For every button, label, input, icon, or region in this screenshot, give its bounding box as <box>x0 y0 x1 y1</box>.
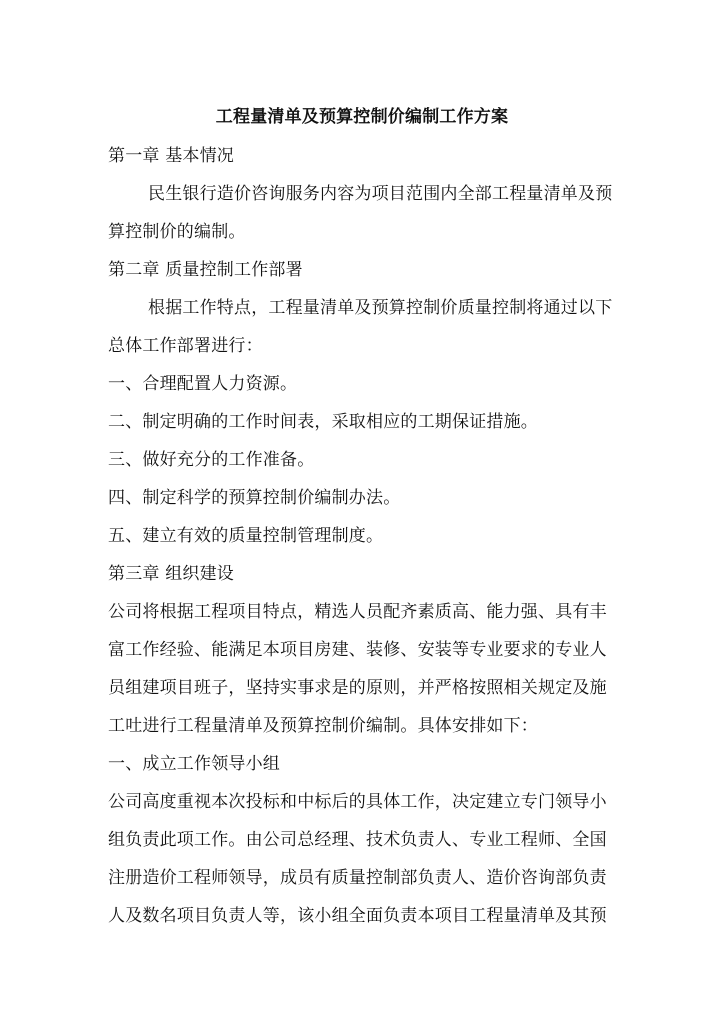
section-heading: 一、成立工作领导小组 <box>108 754 280 774</box>
list-item: 五、建立有效的质量控制管理制度。 <box>108 526 384 546</box>
paragraph-line: 总体工作部署进行： <box>108 336 263 356</box>
paragraph-line: 民生银行造价咨询服务内容为项目范围内全部工程量清单及预 <box>148 184 613 204</box>
document-title: 工程量清单及预算控制价编制工作方案 <box>215 107 509 127</box>
paragraph-line: 公司高度重视本次投标和中标后的具体工作，决定建立专门领导小 <box>108 792 607 812</box>
paragraph-line: 注册造价工程师领导，成员有质量控制部负责人、造价咨询部负责 <box>108 868 607 888</box>
list-item: 三、做好充分的工作准备。 <box>108 450 315 470</box>
paragraph-line: 人及数名项目负责人等，该小组全面负责本项目工程量清单及其预 <box>108 906 607 926</box>
list-item: 二、制定明确的工作时间表，采取相应的工期保证措施。 <box>108 412 538 432</box>
chapter-3-heading: 第三章 组织建设 <box>108 564 235 584</box>
list-item: 四、制定科学的预算控制价编制办法。 <box>108 488 401 508</box>
paragraph-line: 算控制价的编制。 <box>108 222 246 242</box>
paragraph-line: 工吐进行工程量清单及预算控制价编制。具体安排如下： <box>108 716 538 736</box>
paragraph-line: 员组建项目班子，坚持实事求是的原则，并严格按照相关规定及施 <box>108 678 607 698</box>
paragraph-line: 根据工作特点，工程量清单及预算控制价质量控制将通过以下 <box>148 298 613 318</box>
paragraph-line: 组负责此项工作。由公司总经理、技术负责人、专业工程师、全国 <box>108 830 607 850</box>
paragraph-line: 公司将根据工程项目特点，精选人员配齐素质高、能力强、具有丰 <box>108 602 607 622</box>
paragraph-line: 富工作经验、能满足本项目房建、装修、安装等专业要求的专业人 <box>108 640 607 660</box>
list-item: 一、合理配置人力资源。 <box>108 374 298 394</box>
chapter-2-heading: 第二章 质量控制工作部署 <box>108 260 303 280</box>
chapter-1-heading: 第一章 基本情况 <box>108 146 235 166</box>
